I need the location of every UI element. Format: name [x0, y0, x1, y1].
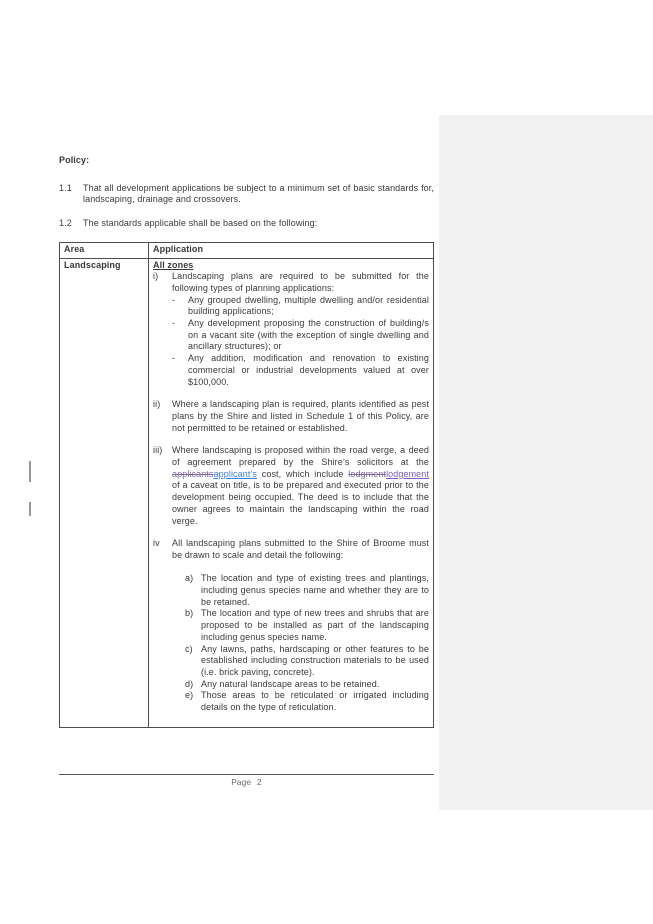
application-list: [153, 271, 429, 714]
clause-1-1: [59, 183, 434, 206]
letter-item-text: Any lawns, paths, hardscaping or other features to be established including construction materials to be used (i.e. brick paving, concrete).: [201, 643, 429, 677]
letter-list: [185, 573, 429, 713]
header-cell-application: Application: [149, 242, 434, 258]
footer-page-label: Page: [231, 777, 252, 787]
letter-marker: b): [185, 608, 194, 619]
dash-item: [172, 353, 429, 388]
letter-item: [185, 644, 429, 679]
standards-table: [59, 242, 434, 728]
letter-item-text: Any natural landscape areas to be retained.: [201, 678, 380, 689]
clause-text: The standards applicable shall be based on the following:: [83, 218, 318, 229]
letter-item: [185, 573, 429, 608]
letter-item: [185, 679, 429, 691]
letter-marker: e): [185, 690, 194, 701]
application-list-item: [153, 538, 429, 714]
text-segment: Landscaping plans are required to be submitted for the following types of planning applications:: [172, 271, 429, 293]
letter-marker: d): [185, 678, 194, 689]
list-item-text: [172, 399, 429, 434]
text-segment: of a caveat on title, is to be prepared and executed prior to the development being occupied. The deed is to include that the owner agrees to maintain the landscaping within the road verge.: [172, 480, 429, 526]
letter-item-text: The location and type of new trees and shrubs that are proposed to be installed as part of the landscaping including genus species name.: [201, 608, 429, 642]
tracked-insertion: lodgement: [386, 468, 429, 479]
letter-marker: c): [185, 643, 193, 654]
header-cell-area: Area: [60, 242, 149, 258]
dash-item-text: Any development proposing the construction of building/s on a vacant site (with the exception of single dwelling and ancillary structures); or: [188, 318, 429, 352]
application-list-item: [153, 271, 429, 388]
list-item-text: [172, 538, 429, 714]
letter-marker: a): [185, 573, 194, 584]
clause-text: That all development applications be subject to a minimum set of basic standards for, landscaping, drainage and crossovers.: [83, 182, 434, 205]
clause-number: 1.1: [59, 182, 72, 193]
text-segment: All landscaping plans submitted to the Shire of Broome must be drawn to scale and detail the following:: [172, 538, 429, 560]
dash-marker: -: [172, 294, 176, 305]
list-marker: iii): [153, 445, 163, 456]
cell-area: [60, 258, 149, 727]
letter-item-text: The location and type of existing trees and plantings, including genus species name and whether they are to be retained.: [201, 573, 429, 607]
policy-heading: Policy:: [59, 155, 90, 165]
letter-item: [185, 690, 429, 713]
cell-application: [149, 258, 434, 727]
tracked-deletion: applicants: [172, 468, 214, 479]
dash-item: [172, 295, 429, 318]
letter-item-text: Those areas to be reticulated or irrigated including details on the type of reticulation.: [201, 690, 429, 713]
page-footer: [59, 774, 434, 789]
footer-page-number: 2: [257, 777, 262, 787]
dash-marker: -: [172, 318, 176, 329]
zones-heading: All zones: [153, 259, 194, 270]
list-marker: ii): [153, 399, 161, 410]
page-content: [59, 155, 434, 728]
dash-item-text: Any grouped dwelling, multiple dwelling and/or residential building applications;: [188, 294, 429, 317]
table-row: [60, 258, 434, 727]
application-list-item: [153, 399, 429, 434]
tracked-change-bar: [29, 502, 31, 516]
list-marker: iv: [153, 538, 160, 549]
dash-marker: -: [172, 353, 176, 364]
markup-area-panel: [439, 115, 653, 810]
tracked-insertion: applicant’s: [213, 468, 257, 479]
dash-list: [172, 295, 429, 389]
text-segment: Where a landscaping plan is required, plants identified as pest plans by the Shire and listed in Schedule 1 of this Policy, are not permitted to be retained or established.: [172, 399, 429, 433]
list-item-text: [172, 271, 429, 388]
list-item-text: [172, 445, 429, 527]
application-list-item: [153, 445, 429, 527]
area-name: Landscaping: [64, 259, 121, 270]
table-header-row: [60, 242, 434, 258]
dash-item-text: Any addition, modification and renovation to existing commercial or industrial developments valued at over $100,000.: [188, 353, 429, 387]
text-segment: cost, which include: [257, 468, 349, 479]
letter-item: [185, 608, 429, 643]
tracked-change-bar: [29, 461, 31, 482]
text-segment: Where landscaping is proposed within the road verge, a deed of agreement prepared by the Shire’s solicitors at the: [172, 445, 429, 468]
clause-number: 1.2: [59, 218, 72, 229]
tracked-deletion: lodgment: [348, 468, 387, 479]
clause-1-2: [59, 218, 434, 230]
dash-item: [172, 318, 429, 353]
list-marker: i): [153, 271, 159, 282]
